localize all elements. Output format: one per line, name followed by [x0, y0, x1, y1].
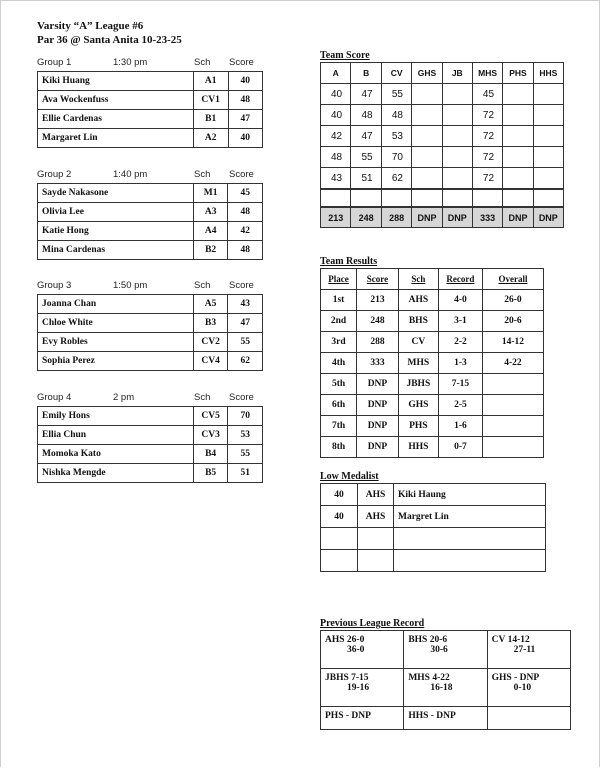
medalist-name [394, 528, 546, 550]
player-school: CV2 [193, 333, 228, 352]
team-results-cell: 14-12 [482, 332, 543, 353]
player-row [38, 295, 263, 314]
player-row [38, 184, 263, 203]
group-time: 2 pm [113, 392, 135, 403]
team-results-cell: 4-0 [438, 290, 482, 311]
player-school: CV5 [193, 407, 228, 426]
team-score-cell [533, 84, 563, 105]
previous-record-line2: 27-11 [513, 645, 536, 655]
team-score-row [321, 168, 564, 190]
team-results-row [321, 311, 544, 332]
previous-record-row [321, 669, 571, 707]
group-time: 1:50 pm [113, 280, 148, 291]
team-results-cell: 248 [357, 311, 399, 332]
team-score-cell: 43 [321, 168, 351, 190]
previous-record-line2: 36-0 [347, 645, 365, 655]
player-school: CV1 [193, 91, 228, 110]
medalist-row [321, 484, 546, 506]
team-score-spacer-cell [472, 189, 502, 207]
team-results-cell: 5th [321, 374, 357, 395]
team-results-cell: MHS [398, 353, 438, 374]
group-label: Group 4 [37, 392, 72, 403]
medalist-name: Margret Lin [394, 506, 546, 528]
player-row [38, 333, 263, 352]
player-school: A5 [193, 295, 228, 314]
team-score-header-cell: A [321, 63, 351, 84]
team-results-cell: CV [398, 332, 438, 353]
team-results-cell: 333 [357, 353, 399, 374]
group-header [37, 169, 263, 183]
team-score-header-cell: MHS [472, 63, 502, 84]
team-results-cell: PHS [398, 416, 438, 437]
player-row [38, 352, 263, 371]
group-score-header: Score [229, 169, 254, 180]
team-score-spacer-cell [503, 189, 533, 207]
player-score: 40 [228, 72, 263, 91]
team-score-cell: 47 [351, 126, 381, 147]
team-score-spacer-cell [381, 189, 411, 207]
team-results-cell: AHS [398, 290, 438, 311]
medalist-score: 40 [321, 506, 358, 528]
group-label: Group 3 [37, 280, 72, 291]
team-score-cell: 51 [351, 168, 381, 190]
team-results-cell: 4-22 [482, 353, 543, 374]
team-score-cell [442, 168, 472, 190]
player-score: 48 [228, 203, 263, 222]
player-name: Joanna Chan [38, 295, 194, 314]
previous-record-cell [321, 707, 404, 730]
group-sch-header: Sch [194, 280, 211, 291]
player-row [38, 314, 263, 333]
player-school: B5 [193, 464, 228, 483]
player-name: Margaret Lin [38, 129, 194, 148]
group-score-header: Score [229, 280, 254, 291]
team-score-header-cell: CV [381, 63, 411, 84]
group-sch-header: Sch [194, 392, 211, 403]
team-results-row [321, 290, 544, 311]
player-score: 47 [228, 314, 263, 333]
player-score: 51 [228, 464, 263, 483]
previous-record-cell [404, 631, 487, 669]
player-score: 40 [228, 129, 263, 148]
player-name: Mina Cardenas [38, 241, 194, 260]
previous-record-line1: AHS 26-0 [325, 635, 365, 645]
team-results-cell: 2nd [321, 311, 357, 332]
team-score-cell: 42 [321, 126, 351, 147]
previous-record-cell [404, 707, 487, 730]
team-score-cell: 47 [351, 84, 381, 105]
team-results-cell: 2-2 [438, 332, 482, 353]
team-score-total-row [321, 207, 564, 228]
team-score-cell [503, 84, 533, 105]
team-score-spacer-cell [533, 189, 563, 207]
player-name: Ellie Cardenas [38, 110, 194, 129]
team-score-total-cell: 213 [321, 207, 351, 228]
player-school: B3 [193, 314, 228, 333]
team-results-cell: JBHS [398, 374, 438, 395]
medalist-score [321, 550, 358, 572]
player-score: 47 [228, 110, 263, 129]
player-row [38, 241, 263, 260]
team-score-total-cell: DNP [533, 207, 563, 228]
team-score-cell [503, 168, 533, 190]
previous-record-cell [321, 631, 404, 669]
previous-record-line1: MHS 4-22 [408, 673, 450, 683]
low-medalist-title: Low Medalist [320, 471, 379, 482]
group-table [37, 183, 263, 260]
team-score-cell [442, 84, 472, 105]
medalist-score: 40 [321, 484, 358, 506]
team-score-spacer-cell [442, 189, 472, 207]
medalist-row [321, 528, 546, 550]
medalist-name: Kiki Haung [394, 484, 546, 506]
player-name: Nishka Mengde [38, 464, 194, 483]
team-score-total-cell: DNP [442, 207, 472, 228]
team-results-row [321, 395, 544, 416]
player-name: Momoka Kato [38, 445, 194, 464]
team-score-spacer-cell [351, 189, 381, 207]
team-results-cell: 1-6 [438, 416, 482, 437]
team-results-cell: DNP [357, 437, 399, 458]
team-score-cell [533, 105, 563, 126]
team-score-cell [412, 147, 442, 168]
team-results-cell: 7-15 [438, 374, 482, 395]
team-score-cell: 48 [351, 105, 381, 126]
team-score-total-cell: 333 [472, 207, 502, 228]
player-row [38, 426, 263, 445]
previous-record-cell [321, 669, 404, 707]
player-score: 62 [228, 352, 263, 371]
team-score-title: Team Score [320, 50, 370, 61]
team-score-cell [503, 126, 533, 147]
team-score-total-cell: 288 [381, 207, 411, 228]
team-results-cell: 0-7 [438, 437, 482, 458]
previous-record-row [321, 631, 571, 669]
team-score-spacer-row [321, 189, 564, 207]
group-score-header: Score [229, 392, 254, 403]
medalist-school [358, 550, 394, 572]
previous-record-row [321, 707, 571, 730]
team-results-cell: HHS [398, 437, 438, 458]
group-time: 1:40 pm [113, 169, 148, 180]
player-row [38, 129, 263, 148]
player-school: CV4 [193, 352, 228, 371]
group-score-header: Score [229, 57, 254, 68]
previous-record-cell [487, 707, 570, 730]
team-score-header-cell: JB [442, 63, 472, 84]
team-score-total-cell: DNP [412, 207, 442, 228]
team-results-cell: 2-5 [438, 395, 482, 416]
team-results-row [321, 374, 544, 395]
previous-record-cell [404, 669, 487, 707]
team-score-row [321, 84, 564, 105]
previous-record-line2: 19-16 [347, 683, 370, 693]
team-results-header-cell: Overall [482, 269, 543, 290]
previous-record-cell [487, 669, 570, 707]
team-results-row [321, 437, 544, 458]
player-name: Ellia Chun [38, 426, 194, 445]
player-row [38, 464, 263, 483]
team-score-cell: 40 [321, 84, 351, 105]
previous-record-line2: 30-6 [430, 645, 448, 655]
player-school: A2 [193, 129, 228, 148]
player-row [38, 110, 263, 129]
team-score-total-cell: 248 [351, 207, 381, 228]
previous-record-line2: 16-18 [430, 683, 453, 693]
team-score-row [321, 147, 564, 168]
player-row [38, 222, 263, 241]
team-score-cell: 55 [351, 147, 381, 168]
group-label: Group 2 [37, 169, 72, 180]
previous-record-line1: HHS - DNP [408, 711, 456, 721]
previous-record-line1: BHS 20-6 [408, 635, 448, 645]
player-score: 70 [228, 407, 263, 426]
team-score-cell: 62 [381, 168, 411, 190]
team-score-cell: 48 [321, 147, 351, 168]
team-results-header-cell: Score [357, 269, 399, 290]
team-results-row [321, 332, 544, 353]
player-school: B4 [193, 445, 228, 464]
player-school: A4 [193, 222, 228, 241]
team-score-cell: 72 [472, 168, 502, 190]
team-score-total-cell: DNP [503, 207, 533, 228]
team-results-row [321, 416, 544, 437]
medalist-school [358, 528, 394, 550]
team-score-cell: 72 [472, 147, 502, 168]
medalist-school: AHS [358, 484, 394, 506]
team-score-cell [412, 168, 442, 190]
team-results-cell: GHS [398, 395, 438, 416]
team-results-cell: 213 [357, 290, 399, 311]
previous-record-line1: CV 14-12 [491, 635, 530, 645]
group-table [37, 294, 263, 371]
player-school: B1 [193, 110, 228, 129]
team-results-cell: 1st [321, 290, 357, 311]
previous-record-line2: 0-10 [513, 683, 532, 693]
team-score-cell [503, 105, 533, 126]
team-score-row [321, 126, 564, 147]
team-score-cell: 70 [381, 147, 411, 168]
team-score-cell: 48 [381, 105, 411, 126]
team-score-cell [533, 168, 563, 190]
group-sch-header: Sch [194, 169, 211, 180]
team-score-cell [442, 105, 472, 126]
player-school: CV3 [193, 426, 228, 445]
player-name: Sayde Nakasone [38, 184, 194, 203]
team-score-cell [412, 84, 442, 105]
player-row [38, 445, 263, 464]
team-results-cell: 7th [321, 416, 357, 437]
player-row [38, 91, 263, 110]
group-label: Group 1 [37, 57, 72, 68]
player-score: 53 [228, 426, 263, 445]
team-results-cell [482, 395, 543, 416]
player-row [38, 203, 263, 222]
team-results-table [320, 268, 544, 458]
group-time: 1:30 pm [113, 57, 148, 68]
event-subtitle: Par 36 @ Santa Anita 10-23-25 [37, 34, 182, 46]
team-score-header-cell: HHS [533, 63, 563, 84]
team-results-cell: 288 [357, 332, 399, 353]
group-header [37, 280, 263, 294]
team-score-cell: 72 [472, 126, 502, 147]
team-results-cell: 8th [321, 437, 357, 458]
team-score-spacer-cell [412, 189, 442, 207]
team-results-cell [482, 374, 543, 395]
event-title: Varsity “A” League #6 [37, 20, 144, 32]
team-score-cell: 40 [321, 105, 351, 126]
player-school: A3 [193, 203, 228, 222]
team-score-cell [533, 126, 563, 147]
team-score-cell [442, 126, 472, 147]
previous-record-line1: JBHS 7-15 [325, 673, 369, 683]
medalist-row [321, 506, 546, 528]
previous-record-line1: PHS - DNP [325, 711, 371, 721]
team-results-cell: 20-6 [482, 311, 543, 332]
team-score-cell [442, 147, 472, 168]
team-score-header-cell: GHS [412, 63, 442, 84]
medalist-score [321, 528, 358, 550]
low-medalist-table [320, 483, 546, 572]
group-header [37, 392, 263, 406]
player-score: 55 [228, 333, 263, 352]
player-score: 48 [228, 91, 263, 110]
player-score: 48 [228, 241, 263, 260]
team-results-cell: 1-3 [438, 353, 482, 374]
previous-record-cell [487, 631, 570, 669]
team-score-cell [503, 147, 533, 168]
group-table [37, 71, 263, 148]
team-results-cell: 6th [321, 395, 357, 416]
team-score-table [320, 62, 564, 228]
team-results-cell: 3rd [321, 332, 357, 353]
team-results-cell [482, 416, 543, 437]
team-results-cell: BHS [398, 311, 438, 332]
player-name: Ava Wockenfuss [38, 91, 194, 110]
team-score-spacer-cell [321, 189, 351, 207]
team-results-header-cell: Place [321, 269, 357, 290]
player-school: M1 [193, 184, 228, 203]
team-score-cell [533, 147, 563, 168]
player-school: A1 [193, 72, 228, 91]
medalist-name [394, 550, 546, 572]
group-sch-header: Sch [194, 57, 211, 68]
team-score-header-cell: PHS [503, 63, 533, 84]
player-name: Evy Robles [38, 333, 194, 352]
team-score-cell: 72 [472, 105, 502, 126]
team-results-header-cell: Sch [398, 269, 438, 290]
player-row [38, 407, 263, 426]
player-row [38, 72, 263, 91]
player-name: Chloe White [38, 314, 194, 333]
player-school: B2 [193, 241, 228, 260]
player-score: 42 [228, 222, 263, 241]
player-name: Sophia Perez [38, 352, 194, 371]
team-score-cell [412, 126, 442, 147]
team-results-row [321, 353, 544, 374]
team-results-cell [482, 437, 543, 458]
team-results-cell: 4th [321, 353, 357, 374]
previous-record-title: Previous League Record [320, 618, 425, 629]
team-score-cell [412, 105, 442, 126]
team-score-row [321, 105, 564, 126]
player-name: Kiki Huang [38, 72, 194, 91]
team-results-title: Team Results [320, 256, 378, 267]
player-name: Olivia Lee [38, 203, 194, 222]
team-score-header-cell: B [351, 63, 381, 84]
team-results-cell: 3-1 [438, 311, 482, 332]
player-score: 43 [228, 295, 263, 314]
team-score-cell: 45 [472, 84, 502, 105]
previous-record-line1: GHS - DNP [491, 673, 540, 683]
medalist-row [321, 550, 546, 572]
team-score-cell: 53 [381, 126, 411, 147]
group-table [37, 406, 263, 483]
previous-record-table [320, 630, 571, 730]
team-results-cell: DNP [357, 416, 399, 437]
medalist-school: AHS [358, 506, 394, 528]
player-score: 45 [228, 184, 263, 203]
player-score: 55 [228, 445, 263, 464]
team-score-cell: 55 [381, 84, 411, 105]
player-name: Emily Hons [38, 407, 194, 426]
team-results-cell: DNP [357, 395, 399, 416]
player-name: Katie Hong [38, 222, 194, 241]
team-results-cell: DNP [357, 374, 399, 395]
group-header [37, 57, 263, 71]
team-results-header-cell: Record [438, 269, 482, 290]
team-results-cell: 26-0 [482, 290, 543, 311]
